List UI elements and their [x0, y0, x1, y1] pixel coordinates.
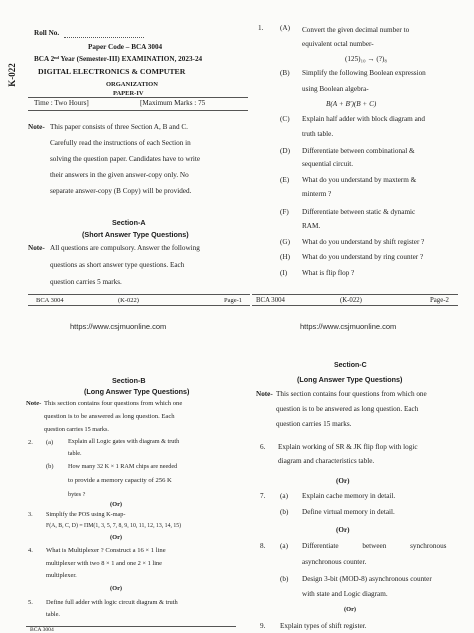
note-line: their answers in the given answer-copy only. No — [50, 171, 189, 179]
question-line: What is Multiplexer ? Construct a 16 × 1 line — [46, 547, 166, 554]
section-b-subtitle: (Long Answer Type Questions) — [84, 387, 190, 396]
note-line: separate answer-copy (B Copy) will be provided. — [50, 187, 192, 195]
item-label: (F) — [280, 208, 289, 216]
or-divider: (Or) — [110, 534, 123, 541]
subject-title: DIGITAL ELECTRONICS & COMPUTER — [38, 67, 186, 76]
item-line: Simplify the following Boolean expression — [302, 69, 426, 77]
question-line: Explain all Logic gates with diagram & truth — [68, 438, 180, 445]
question-line: Simplify the POS using K-map- — [46, 511, 126, 518]
subq-label: (b) — [280, 508, 289, 516]
question-line: multiplexer. — [46, 572, 77, 579]
question-number: 2. — [28, 439, 33, 446]
max-marks: [Maximum Marks : 75 — [140, 99, 206, 107]
item-line: What do you understand by shift register ? — [302, 238, 425, 246]
code-side-label: K-022 — [6, 63, 17, 87]
source-url: https://www.csjmuonline.com — [300, 322, 397, 331]
question-number: 8. — [260, 542, 266, 550]
or-divider: (Or) — [110, 585, 123, 592]
item-line: What do you understand by maxterm & — [302, 176, 417, 184]
note-line: question carries 15 marks. — [276, 420, 352, 428]
header-rule-top — [28, 97, 248, 98]
question-line: Define virtual memory in detail. — [302, 508, 395, 516]
item-line: truth table. — [302, 130, 334, 138]
item-line: minterm ? — [302, 190, 332, 198]
item-line: Convert the given decimal number to — [302, 26, 410, 34]
footer-rule — [252, 294, 458, 295]
question-line: bytes ? — [68, 491, 86, 498]
question-number: 9. — [260, 622, 266, 630]
footer-rule-bottom — [252, 305, 458, 306]
subject-title-2: ORGANIZATION — [106, 81, 158, 88]
section-c-title: Section-C — [334, 362, 367, 369]
item-line: Differentiate between static & dynamic — [302, 208, 416, 216]
note-label: Note- — [26, 400, 42, 407]
note2-label: Note- — [28, 244, 45, 252]
question-line: to provide a memory capacity of 256 K — [68, 477, 172, 484]
question-line: Explain cache memory in detail. — [302, 492, 396, 500]
note-line: Carefully read the instructions of each Section in — [50, 139, 191, 147]
footer-code: BCA 3004 — [36, 297, 64, 304]
question-line: F(A, B, C, D) = ΠM(1, 3, 5, 7, 8, 9, 10, 11, 12, 13, 14, 15) — [46, 523, 182, 529]
item-line: What is flip flop ? — [302, 269, 355, 277]
paper-code: Paper Code – BCA 3004 — [88, 43, 163, 51]
expression-a: (125)₁₀ → (?)₈ — [345, 55, 387, 63]
footer-rule-bottom — [28, 305, 250, 306]
footer-page: Page-1 — [224, 297, 243, 304]
or-divider: (Or) — [336, 526, 350, 534]
subq-label: (b) — [46, 463, 54, 470]
note2-line: question carries 5 marks. — [50, 278, 122, 286]
item-label: (B) — [280, 69, 290, 77]
question-line: Explain types of shift register. — [280, 622, 367, 630]
item-line: RAM. — [302, 222, 321, 230]
question-number: 3. — [28, 511, 33, 518]
item-label: (A) — [280, 24, 290, 32]
question-line: Design 3-bit (MOD-8) asynchronous counter — [302, 575, 432, 583]
item-label: (C) — [280, 115, 290, 123]
section-a-subtitle: (Short Answer Type Questions) — [82, 230, 189, 239]
or-divider: (Or) — [344, 606, 357, 613]
item-label: (G) — [280, 238, 290, 246]
paper-number: PAPER-IV — [113, 90, 144, 97]
item-label: (E) — [280, 176, 290, 184]
item-label: (I) — [280, 269, 288, 277]
subq-label: (a) — [280, 542, 288, 550]
note-line: This paper consists of three Section A, B and C. — [50, 123, 188, 131]
item-label: (D) — [280, 147, 290, 155]
item-line: Differentiate between combinational & — [302, 147, 415, 155]
item-line: sequential circuit. — [302, 160, 354, 168]
footer-rule — [26, 626, 236, 627]
exam-title: BCA 2ⁿᵈ Year (Semester-III) EXAMINATION, 2023-24 — [34, 55, 203, 63]
question-line: Explain working of SR & JK flip flop with logic — [278, 443, 418, 451]
question-number: 6. — [260, 443, 266, 451]
question-line: asynchronous counter. — [302, 558, 367, 566]
note-line: question is to be answered as long question. Each — [276, 405, 419, 413]
subq-label: (a) — [46, 439, 54, 446]
item-line: equivalent octal number- — [302, 40, 374, 48]
footer-k-code: (K-022) — [118, 297, 139, 304]
footer-code: BCA 3004 — [30, 627, 54, 633]
question-number: 4. — [28, 547, 33, 554]
header-rule-bottom — [28, 110, 248, 111]
question-line: multiplexer with two 8 × 1 and one 2 × 1 line — [46, 560, 163, 567]
note-line: This section contains four questions from which one — [44, 400, 183, 407]
question-number: 5. — [28, 599, 33, 606]
item-line: What do you understand by ring counter ? — [302, 253, 424, 261]
question-line: Differentiate between synchronous — [302, 542, 447, 550]
or-divider: (Or) — [110, 501, 123, 508]
item-line: Explain half adder with block diagram and — [302, 115, 425, 123]
section-b-title: Section-B — [112, 376, 146, 385]
footer-page: Page-2 — [430, 297, 449, 304]
question-line: table. — [68, 450, 82, 457]
section-a-title: Section-A — [112, 218, 146, 227]
expression-b: B(A + B′)(B + C) — [326, 100, 377, 108]
question-line: Define full adder with logic circuit diagram & truth — [46, 599, 178, 606]
or-divider: (Or) — [336, 477, 350, 485]
question-line: with state and Logic diagram. — [302, 590, 388, 598]
note-label: Note- — [28, 123, 45, 131]
time-label: Time : Two Hours] — [34, 99, 89, 107]
question-line: table. — [46, 611, 61, 618]
question-number: 7. — [260, 492, 266, 500]
footer-k-code: (K-022) — [340, 297, 362, 304]
note-line: question is to be answered as long question. Each — [44, 413, 175, 420]
note-line: question carries 15 marks. — [44, 426, 109, 433]
question-line: diagram and characteristics table. — [278, 457, 375, 465]
source-url: https://www.csjmuonline.com — [70, 322, 167, 331]
subq-label: (b) — [280, 575, 289, 583]
question-number: 1. — [258, 24, 264, 32]
note2-line: All questions are compulsory. Answer the following — [50, 244, 200, 252]
roll-no-line — [64, 37, 144, 38]
roll-no-label: Roll No. — [34, 29, 60, 37]
question-line: How many 32 K × 1 RAM chips are needed — [68, 463, 178, 470]
section-c-subtitle: (Long Answer Type Questions) — [297, 375, 403, 384]
note-line: solving the question paper. Candidates have to write — [50, 155, 201, 163]
footer-rule — [28, 294, 250, 295]
note-line: This section contains four questions from which one — [276, 390, 427, 398]
note-label: Note- — [256, 390, 273, 398]
note2-line: questions as short answer type questions. Each — [50, 261, 185, 269]
subq-label: (a) — [280, 492, 288, 500]
item-label: (H) — [280, 253, 290, 261]
footer-code: BCA 3004 — [256, 297, 285, 304]
item-line: using Boolean algebra- — [302, 85, 369, 93]
